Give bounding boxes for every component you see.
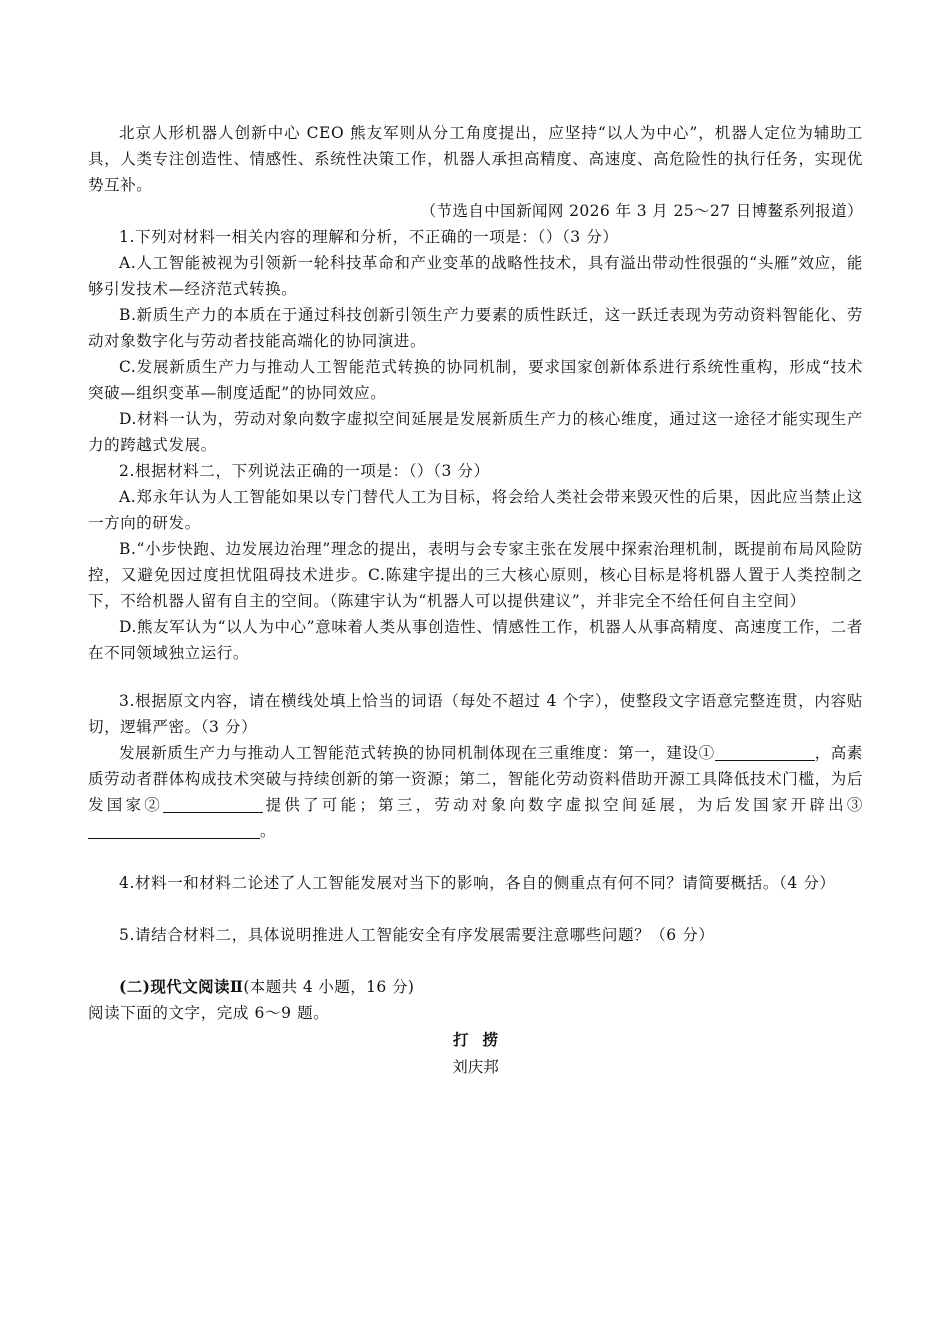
question-1-option-d: D.材料一认为，劳动对象向数字虚拟空间延展是发展新质生产力的核心维度，通过这一途径才能实现生产力的跨越式发展。	[88, 410, 863, 454]
q3-text-1: 发展新质生产力与推动人工智能范式转换的协同机制体现在三重维度：第一，建设①	[119, 744, 715, 762]
story-title	[88, 1026, 863, 1054]
source-citation: （节选自中国新闻网 2026 年 3 月 25～27 日博鳌系列报道）	[420, 202, 863, 220]
question-2-option-d: D.熊友军认为“以人为中心”意味着人类从事创造性、情感性工作，机器人从事高精度、高速度工作，二者在不同领域独立运行。	[88, 618, 863, 662]
question-2-option-b: B.“小步快跑、边发展边治理”理念的提出，表明与会专家主张在发展中探索治理机制，既提前布局风险防控，又避免因过度担忧阻碍技术进步。C.陈建宇提出的三大核心原则，核心目标是将机器人置于人类控制之下，不给机器人留有自主的空间。（陈建宇认为“机器人可以提供建议”，并非完全不给任何自主空间）	[88, 540, 863, 610]
q3-text-3: 提供了可能；第三，劳动对象向数字虚拟空间延展，为后发国家开辟出③	[263, 796, 863, 814]
question-5-stem: 5.请结合材料二，具体说明推进人工智能安全有序发展需要注意哪些问题？（6 分）	[119, 926, 715, 944]
paragraph-intro: 北京人形机器人创新中心 CEO 熊友军则从分工角度提出，应坚持“以人为中心”，机器人定位为辅助工具，人类专注创造性、情感性、系统性决策工作，机器人承担高精度、高速度、高危险性的执行任务，实现优势互补。	[88, 124, 863, 194]
section-2-instruction: 阅读下面的文字，完成 6～9 题。	[88, 1004, 330, 1022]
question-3-stem: 3.根据原文内容，请在横线处填上恰当的词语（每处不超过 4 个字），使整段文字语意完整连贯，内容贴切，逻辑严密。（3 分）	[88, 692, 863, 736]
question-2-stem: 2.根据材料二，下列说法正确的一项是：（）（3 分）	[119, 462, 490, 480]
section-2-heading-bold: (二)现代文阅读Ⅱ	[119, 977, 244, 996]
question-1-stem: 1.下列对材料一相关内容的理解和分析，不正确的一项是：（）（3 分）	[119, 228, 619, 246]
fill-blank-1[interactable]	[715, 744, 815, 761]
story-author: 刘庆邦	[452, 1058, 499, 1076]
story-title-text: 打捞	[452, 1030, 512, 1049]
section-2-heading-rest: (本题共 4 小题，16 分)	[243, 978, 415, 996]
fill-blank-3[interactable]	[88, 822, 260, 839]
question-2-option-a: A.郑永年认为人工智能如果以专门替代人工为目标，将会给人类社会带来毁灭性的后果，因此应当禁止这一方向的研发。	[88, 488, 863, 532]
question-4-stem: 4.材料一和材料二论述了人工智能发展对当下的影响，各自的侧重点有何不同？请简要概括。（4 分）	[119, 874, 836, 892]
q3-text-4: 。	[260, 822, 277, 840]
q3-text-2: ，高素质劳动者群体构成技术突破与持续创新的第一资源；第二，智能化劳动资料借助开源工具降低技术门槛，为后发国家②	[88, 744, 864, 814]
section-2-heading	[88, 974, 863, 1000]
document-page	[88, 120, 863, 1081]
question-1-option-a: A.人工智能被视为引领新一轮科技革命和产业变革的战略性技术，具有溢出带动性很强的“头雁”效应，能够引发技术—经济范式转换。	[88, 254, 863, 298]
question-1-option-b: B.新质生产力的本质在于通过科技创新引领生产力要素的质性跃迁，这一跃迁表现为劳动资料智能化、劳动对象数字化与劳动者技能高端化的协同演进。	[88, 306, 863, 350]
question-1-option-c: C.发展新质生产力与推动人工智能范式转换的协同机制，要求国家创新体系进行系统性重构，形成“技术突破—组织变革—制度适配”的协同效应。	[88, 358, 863, 402]
fill-blank-2[interactable]	[163, 796, 263, 813]
question-3-passage	[88, 740, 863, 844]
